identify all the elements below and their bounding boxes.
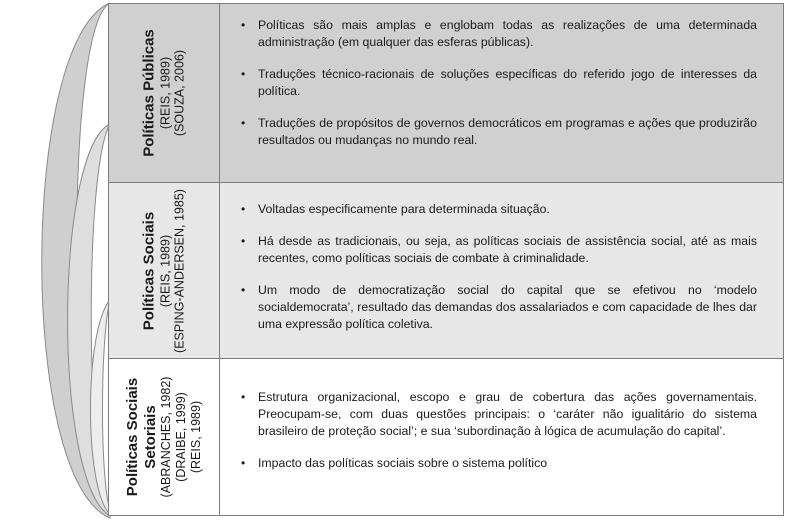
- reference: (ESPING-ANDERSEN, 1985): [172, 188, 187, 353]
- bullet-list: [258, 389, 757, 472]
- reference: (ABRANCHES, 1982): [159, 376, 174, 498]
- rotated-label: [140, 29, 187, 157]
- rotated-label: [124, 377, 204, 498]
- reference: (REIS, 1989): [158, 234, 173, 307]
- bullet-item: • Traduções técnico-racionais de soluções específicas do referido jogo de interesses da política.: [258, 66, 757, 100]
- policy-table: [108, 3, 786, 516]
- bullet-item: • Estrutura organizacional, escopo e grau de cobertura das ações governamentais. Preocupam-se, com duas questões principais: o ‘caráter não igualitário do sistema brasileiro de proteção social’; e sua ‘subordinação à lógica de acumulação do capital’.: [258, 389, 757, 440]
- label-cell-politicas-sociais: [109, 183, 220, 358]
- row-title: Políticas Sociais: [124, 377, 142, 497]
- row-title: Setoriais: [141, 405, 159, 469]
- reference: (REIS, 1989): [189, 400, 204, 474]
- label-cell-politicas-publicas: [109, 4, 220, 182]
- row-title: Políticas Sociais: [140, 211, 158, 330]
- reference: (REIS, 1989): [158, 56, 173, 130]
- rotated-label: [140, 189, 187, 353]
- reference: (DRAIBE, 1999): [174, 392, 189, 482]
- row-title: Políticas Públicas: [140, 29, 158, 157]
- bullet-item: • Impacto das políticas sociais sobre o sistema político: [258, 455, 757, 472]
- content-cell-politicas-publicas: [220, 4, 783, 182]
- row-politicas-publicas: [108, 3, 784, 183]
- content-cell-politicas-sociais: [220, 183, 783, 358]
- content-cell-politicas-sociais-setoriais: [220, 359, 783, 515]
- row-politicas-sociais-setoriais: [108, 358, 784, 516]
- bullet-item: • Voltadas especificamente para determinada situação.: [258, 201, 757, 218]
- row-politicas-sociais: [108, 182, 784, 359]
- bullet-list: [258, 17, 757, 149]
- bullet-list: [258, 201, 757, 333]
- reference: (SOUZA, 2006): [172, 49, 187, 137]
- bullet-item: • Traduções de propósitos de governos democráticos em programas e ações que produzirão resultados ou mudanças no mundo real.: [258, 115, 757, 149]
- bullet-item: • Há desde as tradicionais, ou seja, as políticas sociais de assistência social, até as mais recentes, como políticas sociais de combate à criminalidade.: [258, 233, 757, 267]
- label-cell-politicas-sociais-setoriais: [109, 359, 220, 515]
- bullet-item: • Políticas são mais amplas e englobam todas as realizações de uma determinada administração (em qualquer das esferas públicas).: [258, 17, 757, 51]
- bullet-item: • Um modo de democratização social do capital que se efetivou no ‘modelo socialdemocrata’, resultado das demandas dos assalariados e com capacidade de lhes dar uma expressão política coletiva.: [258, 282, 757, 333]
